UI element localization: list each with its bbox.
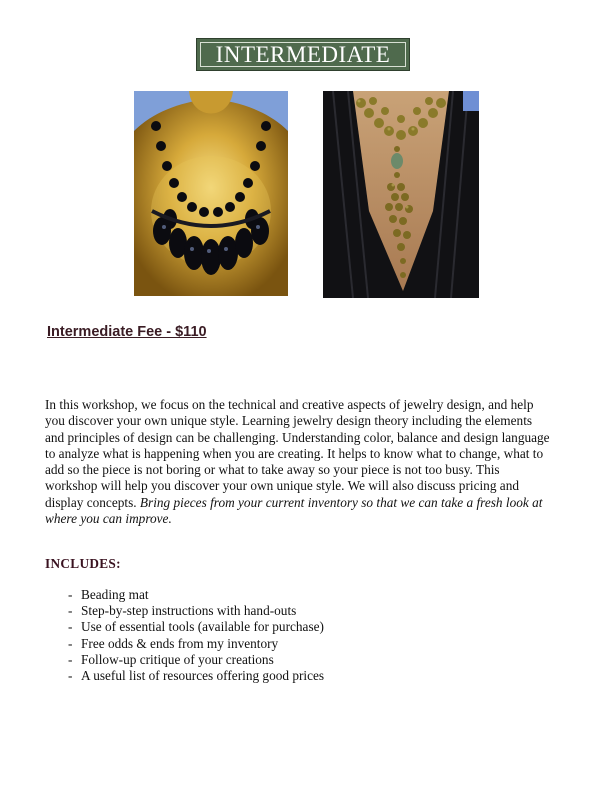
list-dash: - [68,651,73,667]
black-necklace-illustration [134,91,288,296]
list-item [68,668,324,684]
list-item-text: Use of essential tools (available for purchase) [81,619,324,635]
list-item [68,619,324,635]
list-item-text: Beading mat [81,587,149,602]
list-dash: - [68,619,73,635]
gold-pearl-necklace-photo [323,91,479,298]
includes-heading: INCLUDES: [45,556,121,571]
intermediate-banner [196,38,410,71]
list-dash: - [68,635,73,651]
list-dash: - [68,587,73,602]
list-item-text: A useful list of resources offering good prices [81,668,325,684]
includes-list [68,587,324,684]
fee-heading [47,324,213,340]
description-italic: Bring pieces from your current inventory so that we can take a fresh look at where you can improve. [45,494,543,527]
list-item-text: Free odds & ends from my inventory [81,635,279,651]
list-dash: - [68,668,73,684]
list-item-text: Follow-up critique of your creations [81,651,274,667]
list-item-text: Step-by-step instructions with hand-outs [81,603,297,619]
gold-necklace-illustration [323,91,479,298]
list-item [68,603,324,619]
list-item [68,587,324,603]
banner-title: INTERMEDIATE [215,41,391,67]
list-item [68,652,324,668]
black-necklace-photo [134,91,288,296]
list-dash: - [68,603,73,619]
fee-label: Intermediate Fee - $110 [47,324,207,340]
description-body: In this workshop, we focus on the technical and creative aspects of jewelry design, and help you discover your own unique style. Learning jewelry design theory including the elements and principles of design can be challenging. Understanding color, balance and design language to analyze what is happening when you are creating. It helps to know what to change, what to add so the piece is not boring or what to take away so your piece is not too busy. This workshop will help you discover your own unique style. We will also discuss pricing and display concepts. [45,397,550,510]
workshop-description [45,397,550,527]
list-item [68,636,324,652]
